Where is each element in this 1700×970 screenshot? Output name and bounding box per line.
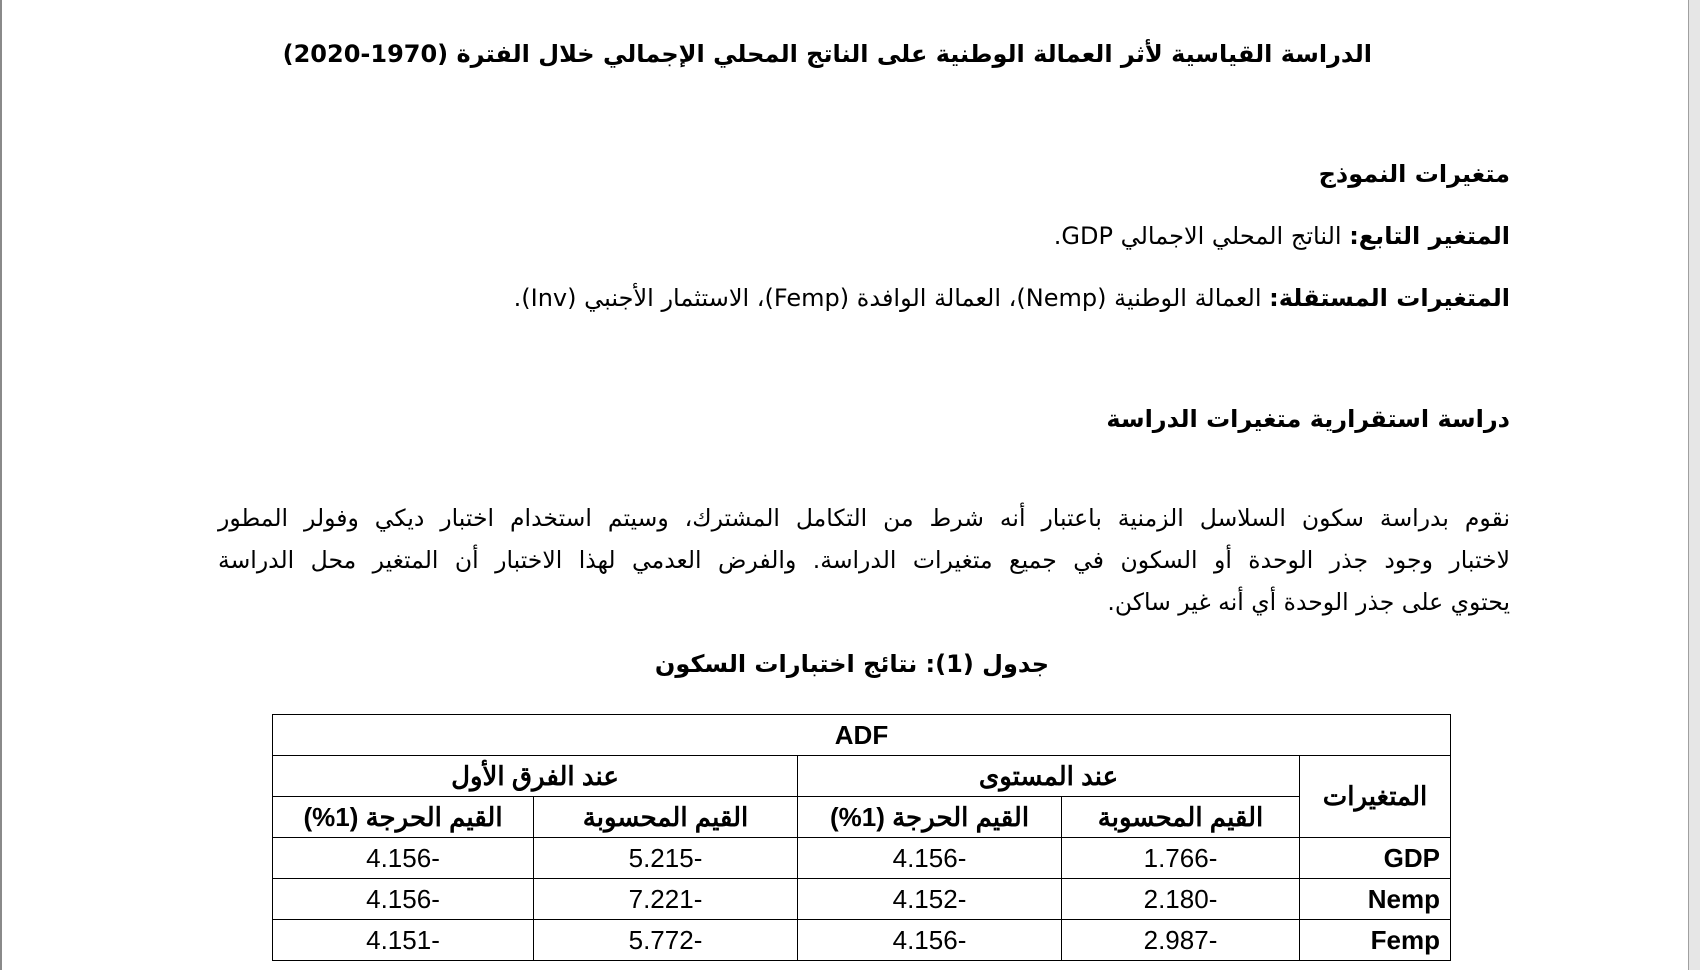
value-cell: -2.180 [1062, 879, 1300, 920]
independent-variables-text: العمالة الوطنية (Nemp)، العمالة الوافدة (Femp)، الاستثمار الأجنبي (Inv). [513, 284, 1270, 312]
value-cell: -5.772 [534, 920, 798, 961]
variable-cell: Nemp [1300, 879, 1451, 920]
paragraph-line: لاختبار وجود جذر الوحدة أو السكون في جميع متغيرات الدراسة. والفرض العدمي لهذا الاختبار أن المتغير محل الدراسة [218, 546, 1510, 574]
level-header: عند المستوى [798, 756, 1300, 797]
value-cell: -4.156 [273, 879, 534, 920]
first-diff-header: عند الفرق الأول [273, 756, 798, 797]
value-cell: -4.152 [798, 879, 1062, 920]
value-cell: -4.156 [273, 838, 534, 879]
dependent-variable-line [1054, 222, 1510, 250]
variables-header: المتغيرات [1300, 756, 1451, 838]
table-caption: جدول (1): نتائج اختبارات السكون [654, 650, 1050, 678]
table-row [273, 838, 1451, 879]
stationarity-table [272, 714, 1451, 961]
dependent-variable-text: الناتج المحلي الاجمالي GDP. [1053, 222, 1350, 250]
scroll-gutter[interactable] [1688, 0, 1700, 970]
value-cell: -7.221 [534, 879, 798, 920]
value-cell: -4.156 [798, 920, 1062, 961]
stationarity-paragraph [218, 497, 1510, 623]
document-title: الدراسة القياسية لأثر العمالة الوطنية على الناتج المحلي الإجمالي خلال الفترة (1970-2020) [282, 40, 1372, 68]
level-critical-header: القيم الحرجة (1%) [798, 797, 1062, 838]
stationarity-heading: دراسة استقرارية متغيرات الدراسة [1106, 405, 1510, 433]
variable-cell: GDP [1300, 838, 1451, 879]
model-variables-heading: متغيرات النموذج [1318, 160, 1510, 188]
paragraph-line: نقوم بدراسة سكون السلاسل الزمنية باعتبار أنه شرط من التكامل المشترك، وسيتم استخدام اختبار ديكي وفولر المطور [218, 504, 1510, 532]
dependent-variable-label: المتغير التابع: [1349, 222, 1510, 250]
value-cell: -4.151 [273, 920, 534, 961]
diff-computed-header: القيم المحسوبة [534, 797, 798, 838]
independent-variables-label: المتغيرات المستقلة: [1269, 284, 1510, 312]
level-computed-header: القيم المحسوبة [1062, 797, 1300, 838]
independent-variables-line [514, 284, 1510, 312]
paragraph-line: يحتوي على جذر الوحدة أي أنه غير ساكن. [1107, 588, 1510, 616]
table-row [273, 920, 1451, 961]
adf-header: ADF [273, 715, 1451, 756]
variable-cell: Femp [1300, 920, 1451, 961]
value-cell: -4.156 [798, 838, 1062, 879]
value-cell: -2.987 [1062, 920, 1300, 961]
document-page [2, 0, 1688, 970]
value-cell: -1.766 [1062, 838, 1300, 879]
value-cell: -5.215 [534, 838, 798, 879]
diff-critical-header: القيم الحرجة (1%) [273, 797, 534, 838]
table-row [273, 879, 1451, 920]
